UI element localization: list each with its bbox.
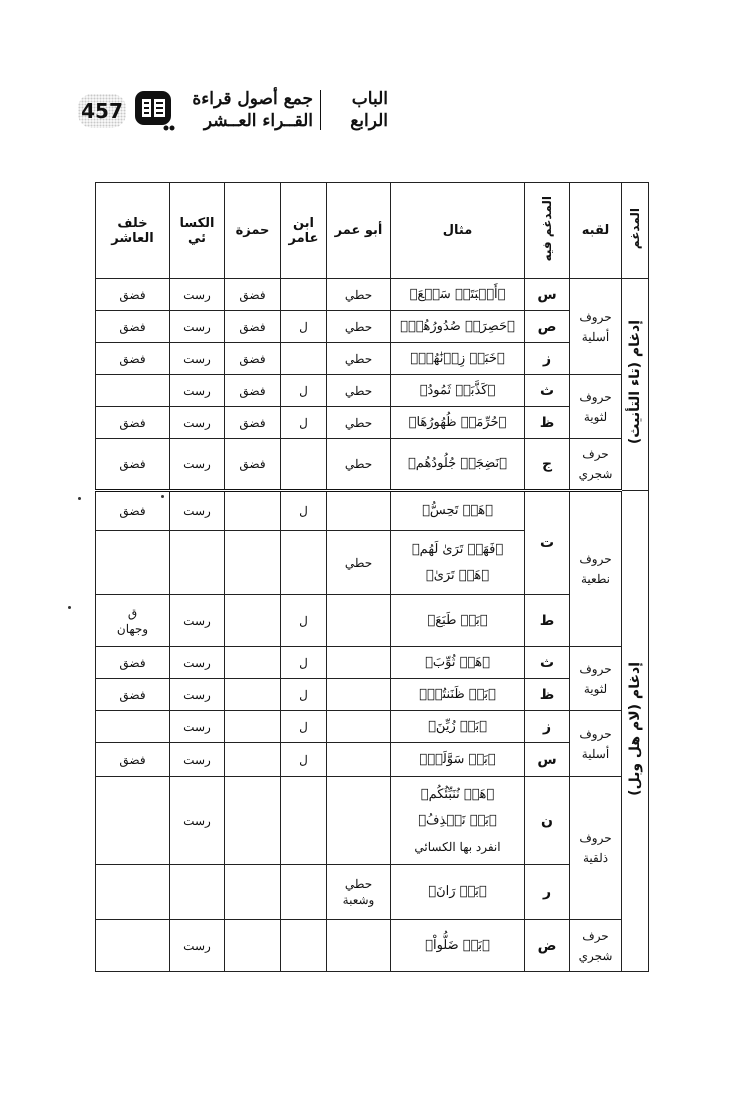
letter-cell: ث: [525, 647, 570, 679]
example-cell: ﴿بَلۡ سَوَّلَتۡ﴾: [391, 743, 525, 777]
kisai-cell: [170, 531, 225, 595]
header-abu-amr: أبو عمر: [327, 183, 391, 279]
example-cell: ﴿بَلۡ طَبَعَ﴾: [391, 595, 525, 647]
ibn-amer-cell: ل: [281, 595, 327, 647]
kisai-cell: رست: [170, 595, 225, 647]
table-row: [96, 343, 649, 375]
header-hamza: حمزة: [225, 183, 281, 279]
letter-cell: ز: [525, 343, 570, 375]
kisai-cell: [170, 865, 225, 920]
example-cell: ﴿هَلۡ نُنَبِّئُكُم﴾ ﴿بَلۡ نَقۡذِفُ﴾ انفرد بها الكسائي: [391, 777, 525, 865]
khalaf-cell: [96, 375, 170, 407]
ibn-amer-cell: ل: [281, 375, 327, 407]
example-cell: ﴿بَلۡ ضَلُّواْ﴾: [391, 920, 525, 972]
ibn-amer-cell: ل: [281, 311, 327, 343]
abu-amr-cell: [327, 595, 391, 647]
khalaf-cell: فضق: [96, 439, 170, 491]
abu-amr-cell: [327, 711, 391, 743]
ibn-amer-cell: [281, 279, 327, 311]
hamza-cell: [225, 679, 281, 711]
kisai-cell: رست: [170, 491, 225, 531]
khalaf-cell: فضق: [96, 343, 170, 375]
laqab-cell: حروف ذلقية: [570, 777, 622, 920]
ibn-amer-cell: ل: [281, 647, 327, 679]
ibn-amer-cell: [281, 777, 327, 865]
hamza-cell: [225, 920, 281, 972]
kisai-cell: رست: [170, 679, 225, 711]
table-row: [96, 491, 649, 531]
table-row: [96, 647, 649, 679]
hamza-cell: [225, 711, 281, 743]
example-cell: ﴿هَلۡ ثُوِّبَ﴾: [391, 647, 525, 679]
letter-cell: ج: [525, 439, 570, 491]
ibn-amer-cell: ل: [281, 491, 327, 531]
laqab-cell: حروف نطعية: [570, 491, 622, 647]
hamza-cell: [225, 865, 281, 920]
khalaf-cell: فضق: [96, 647, 170, 679]
table-row: [96, 679, 649, 711]
khalaf-cell: [96, 865, 170, 920]
table-row: [96, 865, 649, 920]
header-row: [96, 183, 649, 279]
kisai-cell: رست: [170, 711, 225, 743]
letter-cell: ن: [525, 777, 570, 865]
hamza-cell: [225, 777, 281, 865]
hamza-cell: [225, 491, 281, 531]
example-cell: ﴿بَلۡ رَانَ﴾: [391, 865, 525, 920]
hamza-cell: فضق: [225, 439, 281, 491]
khalaf-cell: فضق: [96, 743, 170, 777]
abu-amr-cell: [327, 491, 391, 531]
table-row: [96, 595, 649, 647]
section-title: [326, 88, 388, 132]
ibn-amer-cell: [281, 531, 327, 595]
kisai-cell: رست: [170, 439, 225, 491]
example-cell: ﴿نَضِجَتۡ جُلُودُهُم﴾: [391, 439, 525, 491]
book-logo-icon: [132, 88, 176, 132]
example-cell: ﴿خَبَتۡ زِدۡنَٰهُمۡ﴾: [391, 343, 525, 375]
header-mudgham: المدغم: [622, 183, 649, 279]
hamza-cell: [225, 743, 281, 777]
letter-cell: س: [525, 279, 570, 311]
khalaf-cell: فضق: [96, 407, 170, 439]
header-khalaf: خلف العاشر: [96, 183, 170, 279]
ibn-amer-cell: [281, 865, 327, 920]
letter-cell: ط: [525, 595, 570, 647]
hamza-cell: فضق: [225, 279, 281, 311]
abu-amr-cell: حطي: [327, 375, 391, 407]
laqab-cell: حروف أسلية: [570, 279, 622, 375]
khalaf-cell: [96, 920, 170, 972]
abu-amr-cell: [327, 679, 391, 711]
khalaf-cell: فضق: [96, 679, 170, 711]
abu-amr-cell: [327, 647, 391, 679]
header-divider: [320, 90, 321, 130]
ibn-amer-cell: ل: [281, 743, 327, 777]
ibn-amer-cell: [281, 439, 327, 491]
margin-dot: [68, 606, 71, 609]
abu-amr-cell: حطي: [327, 531, 391, 595]
table-row: [96, 279, 649, 311]
laqab-cell: حروف أسلية: [570, 711, 622, 777]
table-row: [96, 777, 649, 865]
ibn-amer-cell: ل: [281, 679, 327, 711]
letter-cell: س: [525, 743, 570, 777]
table-row: [96, 439, 649, 491]
ibn-amer-cell: ل: [281, 711, 327, 743]
letter-cell: ص: [525, 311, 570, 343]
laqab-cell: حروف لثوية: [570, 647, 622, 711]
book-title-line1: جمع أصول قراءة: [192, 89, 313, 109]
example-cell: ﴿حُرِّمَتۡ ظُهُورُهَا﴾: [391, 407, 525, 439]
letter-cell: ت: [525, 491, 570, 595]
example-cell: ﴿بَلۡ زُيِّنَ﴾: [391, 711, 525, 743]
table-row: [96, 375, 649, 407]
hamza-cell: فضق: [225, 407, 281, 439]
letter-cell: ظ: [525, 407, 570, 439]
group-label-taa: إدغام (تاء التأنيث): [622, 279, 649, 491]
hamza-cell: [225, 595, 281, 647]
hamza-cell: فضق: [225, 311, 281, 343]
abu-amr-cell: حطي: [327, 311, 391, 343]
book-title-line2: القــراء العــشر: [203, 111, 313, 131]
example-cell: ﴿هَلۡ تَحِسُّ﴾: [391, 491, 525, 531]
section-title-line1: الباب: [351, 89, 388, 109]
hamza-cell: فضق: [225, 375, 281, 407]
example-cell: ﴿كَذَّبَتۡ ثَمُودُ﴾: [391, 375, 525, 407]
kisai-cell: رست: [170, 743, 225, 777]
page-header: [78, 88, 388, 134]
abu-amr-cell: [327, 777, 391, 865]
header-laqab: لقبه: [570, 183, 622, 279]
kisai-cell: رست: [170, 343, 225, 375]
hamza-cell: [225, 531, 281, 595]
example-cell: ﴿حَصِرَتۡ صُدُورُهُمۡ﴾: [391, 311, 525, 343]
example-cell: ﴿فَهَلۡ تَرَىٰ لَهُم﴾ ﴿هَلۡ تَرَىٰ﴾: [391, 531, 525, 595]
header-mithal: مثال: [391, 183, 525, 279]
abu-amr-cell: [327, 920, 391, 972]
abu-amr-cell: حطي: [327, 279, 391, 311]
khalaf-cell: [96, 711, 170, 743]
table-row: [96, 311, 649, 343]
letter-cell: ز: [525, 711, 570, 743]
letter-cell: ر: [525, 865, 570, 920]
kisai-cell: رست: [170, 407, 225, 439]
idgham-table: [95, 182, 649, 972]
example-cell: ﴿بَلۡ ظَنَنتُمۡ﴾: [391, 679, 525, 711]
kisai-cell: رست: [170, 279, 225, 311]
kisai-cell: رست: [170, 647, 225, 679]
book-title: [183, 88, 313, 132]
letter-cell: ظ: [525, 679, 570, 711]
letter-cell: ض: [525, 920, 570, 972]
kisai-cell: رست: [170, 777, 225, 865]
hamza-cell: فضق: [225, 343, 281, 375]
letter-cell: ث: [525, 375, 570, 407]
khalaf-cell: [96, 531, 170, 595]
khalaf-cell: [96, 777, 170, 865]
table-row: [96, 407, 649, 439]
table-row: [96, 743, 649, 777]
table-row: [96, 920, 649, 972]
section-title-line2: الرابع: [350, 111, 388, 131]
khalaf-cell: فضق: [96, 311, 170, 343]
ibn-amer-cell: [281, 343, 327, 375]
header-ibn-amer: ابن عامر: [281, 183, 327, 279]
example-cell: ﴿أَنۢبَتَتۡ سَبۡعَ﴾: [391, 279, 525, 311]
khalaf-cell: ق وجهان: [96, 595, 170, 647]
header-mudgham-fih: المدغم فيه: [525, 183, 570, 279]
kisai-cell: رست: [170, 311, 225, 343]
header-kisai: الكسا ئي: [170, 183, 225, 279]
abu-amr-cell: حطي: [327, 343, 391, 375]
page-number: 457: [78, 94, 126, 128]
kisai-cell: رست: [170, 375, 225, 407]
abu-amr-cell: حطي: [327, 439, 391, 491]
ibn-amer-cell: [281, 920, 327, 972]
kisai-cell: رست: [170, 920, 225, 972]
hamza-cell: [225, 647, 281, 679]
khalaf-cell: فضق: [96, 491, 170, 531]
khalaf-cell: فضق: [96, 279, 170, 311]
abu-amr-cell: حطي وشعبة: [327, 865, 391, 920]
ibn-amer-cell: ل: [281, 407, 327, 439]
abu-amr-cell: حطي: [327, 407, 391, 439]
table-row: [96, 711, 649, 743]
abu-amr-cell: [327, 743, 391, 777]
laqab-cell: حرف شجري: [570, 439, 622, 491]
laqab-cell: حروف لثوية: [570, 375, 622, 439]
laqab-cell: حرف شجري: [570, 920, 622, 972]
margin-dot: [78, 497, 81, 500]
group-label-lam: إدغام (لام هل وبل): [622, 491, 649, 972]
